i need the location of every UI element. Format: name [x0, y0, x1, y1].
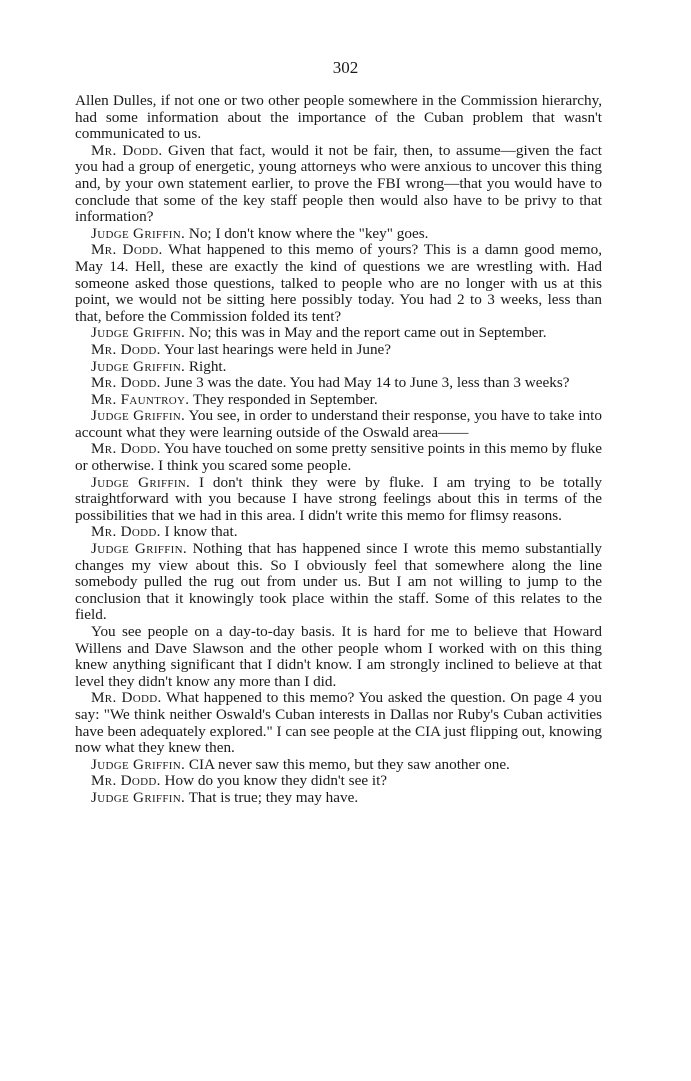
paragraph-text: What happened to this memo of yours? This is a damn good memo, May 14. Hell, these are exactly the kind of questions we are wrestling with. Had someone asked those questions, talked to people who are no longer with us at this point, we would not be sitting here possibly today. You had 2 to 3 weeks, less than that, before the Commission folded its tent? [75, 241, 603, 325]
paragraph [75, 624, 602, 690]
paragraph [75, 226, 602, 243]
paragraph [75, 441, 602, 474]
speaker-name: Mr. Dodd. [91, 689, 162, 707]
speaker-name: Mr. Fauntroy. [91, 390, 190, 408]
paragraph [75, 790, 602, 807]
speaker-name: Judge Griffin. [91, 224, 186, 242]
paragraph [75, 757, 602, 774]
paragraph [75, 541, 602, 624]
paragraph-text: You see, in order to understand their response, you have to take into account what they were learning outside of the Oswald area—— [75, 407, 602, 441]
paragraph-text: CIA never saw this memo, but they saw another one. [185, 755, 510, 773]
speaker-name: Judge Griffin. [91, 357, 186, 375]
speaker-name: Mr. Dodd. [91, 523, 161, 541]
paragraph-text: June 3 was the date. You had May 14 to June 3, less than 3 weeks? [160, 374, 570, 392]
paragraph [75, 342, 602, 359]
paragraph [75, 524, 602, 541]
paragraph-text: Your last hearings were held in June? [160, 340, 392, 358]
paragraph [75, 773, 602, 790]
paragraph-text: Right. [185, 357, 227, 375]
speaker-name: Judge Griffin. [91, 788, 186, 806]
paragraph [75, 408, 602, 441]
paragraph-text: How do you know they didn't see it? [160, 772, 388, 790]
page-number: 302 [332, 58, 359, 77]
paragraph [75, 392, 602, 409]
paragraph-text: They responded in September. [189, 390, 378, 408]
speaker-name: Judge Griffin. [91, 407, 186, 425]
paragraph-text: What happened to this memo? You asked the question. On page 4 you say: "We think neither Oswald's Cuban interests in Dallas nor Ruby's Cuban activities have been adequately explored." I can see people at the CIA just flipping out, knowing now what they knew then. [75, 689, 603, 757]
paragraph [75, 325, 602, 342]
paragraph-text: That is true; they may have. [185, 788, 359, 806]
speaker-name: Mr. Dodd. [91, 772, 161, 790]
speaker-name: Mr. Dodd. [91, 141, 163, 159]
paragraph-text: I don't think they were by fluke. I am trying to be totally straightforward with you because I have strong feelings about this in terms of the possibilities that we had in this area. I didn't write this memo for flimsy reasons. [75, 473, 602, 524]
speaker-name: Mr. Dodd. [91, 340, 161, 358]
paragraph [75, 475, 602, 525]
speaker-name: Mr. Dodd. [91, 241, 163, 259]
transcript-body [75, 93, 602, 807]
paragraph-text: You see people on a day-to-day basis. It is hard for me to believe that Howard Willens and Dave Slawson and the other people whom I worked with on this thing knew anything significant that I didn't know. I am strongly inclined to believe at that level they didn't know any more than I did. [75, 623, 602, 690]
speaker-name: Mr. Dodd. [91, 374, 161, 392]
paragraph [75, 143, 602, 226]
paragraph-text: No; this was in May and the report came out in September. [185, 324, 547, 342]
paragraph [75, 690, 602, 756]
speaker-name: Judge Griffin. [91, 540, 187, 558]
speaker-name: Judge Griffin. [91, 324, 186, 342]
paragraph [75, 242, 602, 325]
speaker-name: Judge Griffin. [91, 473, 191, 491]
paragraph-text: No; I don't know where the "key" goes. [185, 224, 429, 242]
paragraph-text: Given that fact, would it not be fair, then, to assume—given the fact you had a group of energetic, young attorneys who were anxious to uncover this thing and, by your own statement earlier, to prove the FBI wrong—that you would have to conclude that some of the key staff people then would also have to be privy to that information? [75, 141, 602, 226]
paragraph-text: Allen Dulles, if not one or two other people somewhere in the Commission hierarchy, had some information about the importance of the Cuban problem that wasn't communicated to us. [75, 92, 602, 143]
paragraph-text: Nothing that has happened since I wrote this memo substantially changes my view about this. So I obviously feel that somewhere along the line somebody pulled the rug out from under us. But I am not willing to jump to the conclusion that it knowingly took place within the staff. Some of this relates to the field. [75, 540, 603, 624]
paragraph-text: You have touched on some pretty sensitive points in this memo by fluke or otherwise. I think you scared some people. [75, 440, 602, 475]
speaker-name: Judge Griffin. [91, 755, 186, 773]
paragraph-text: I know that. [160, 523, 238, 541]
speaker-name: Mr. Dodd. [91, 440, 161, 458]
paragraph [75, 375, 602, 392]
paragraph [75, 359, 602, 376]
paragraph [75, 93, 602, 143]
